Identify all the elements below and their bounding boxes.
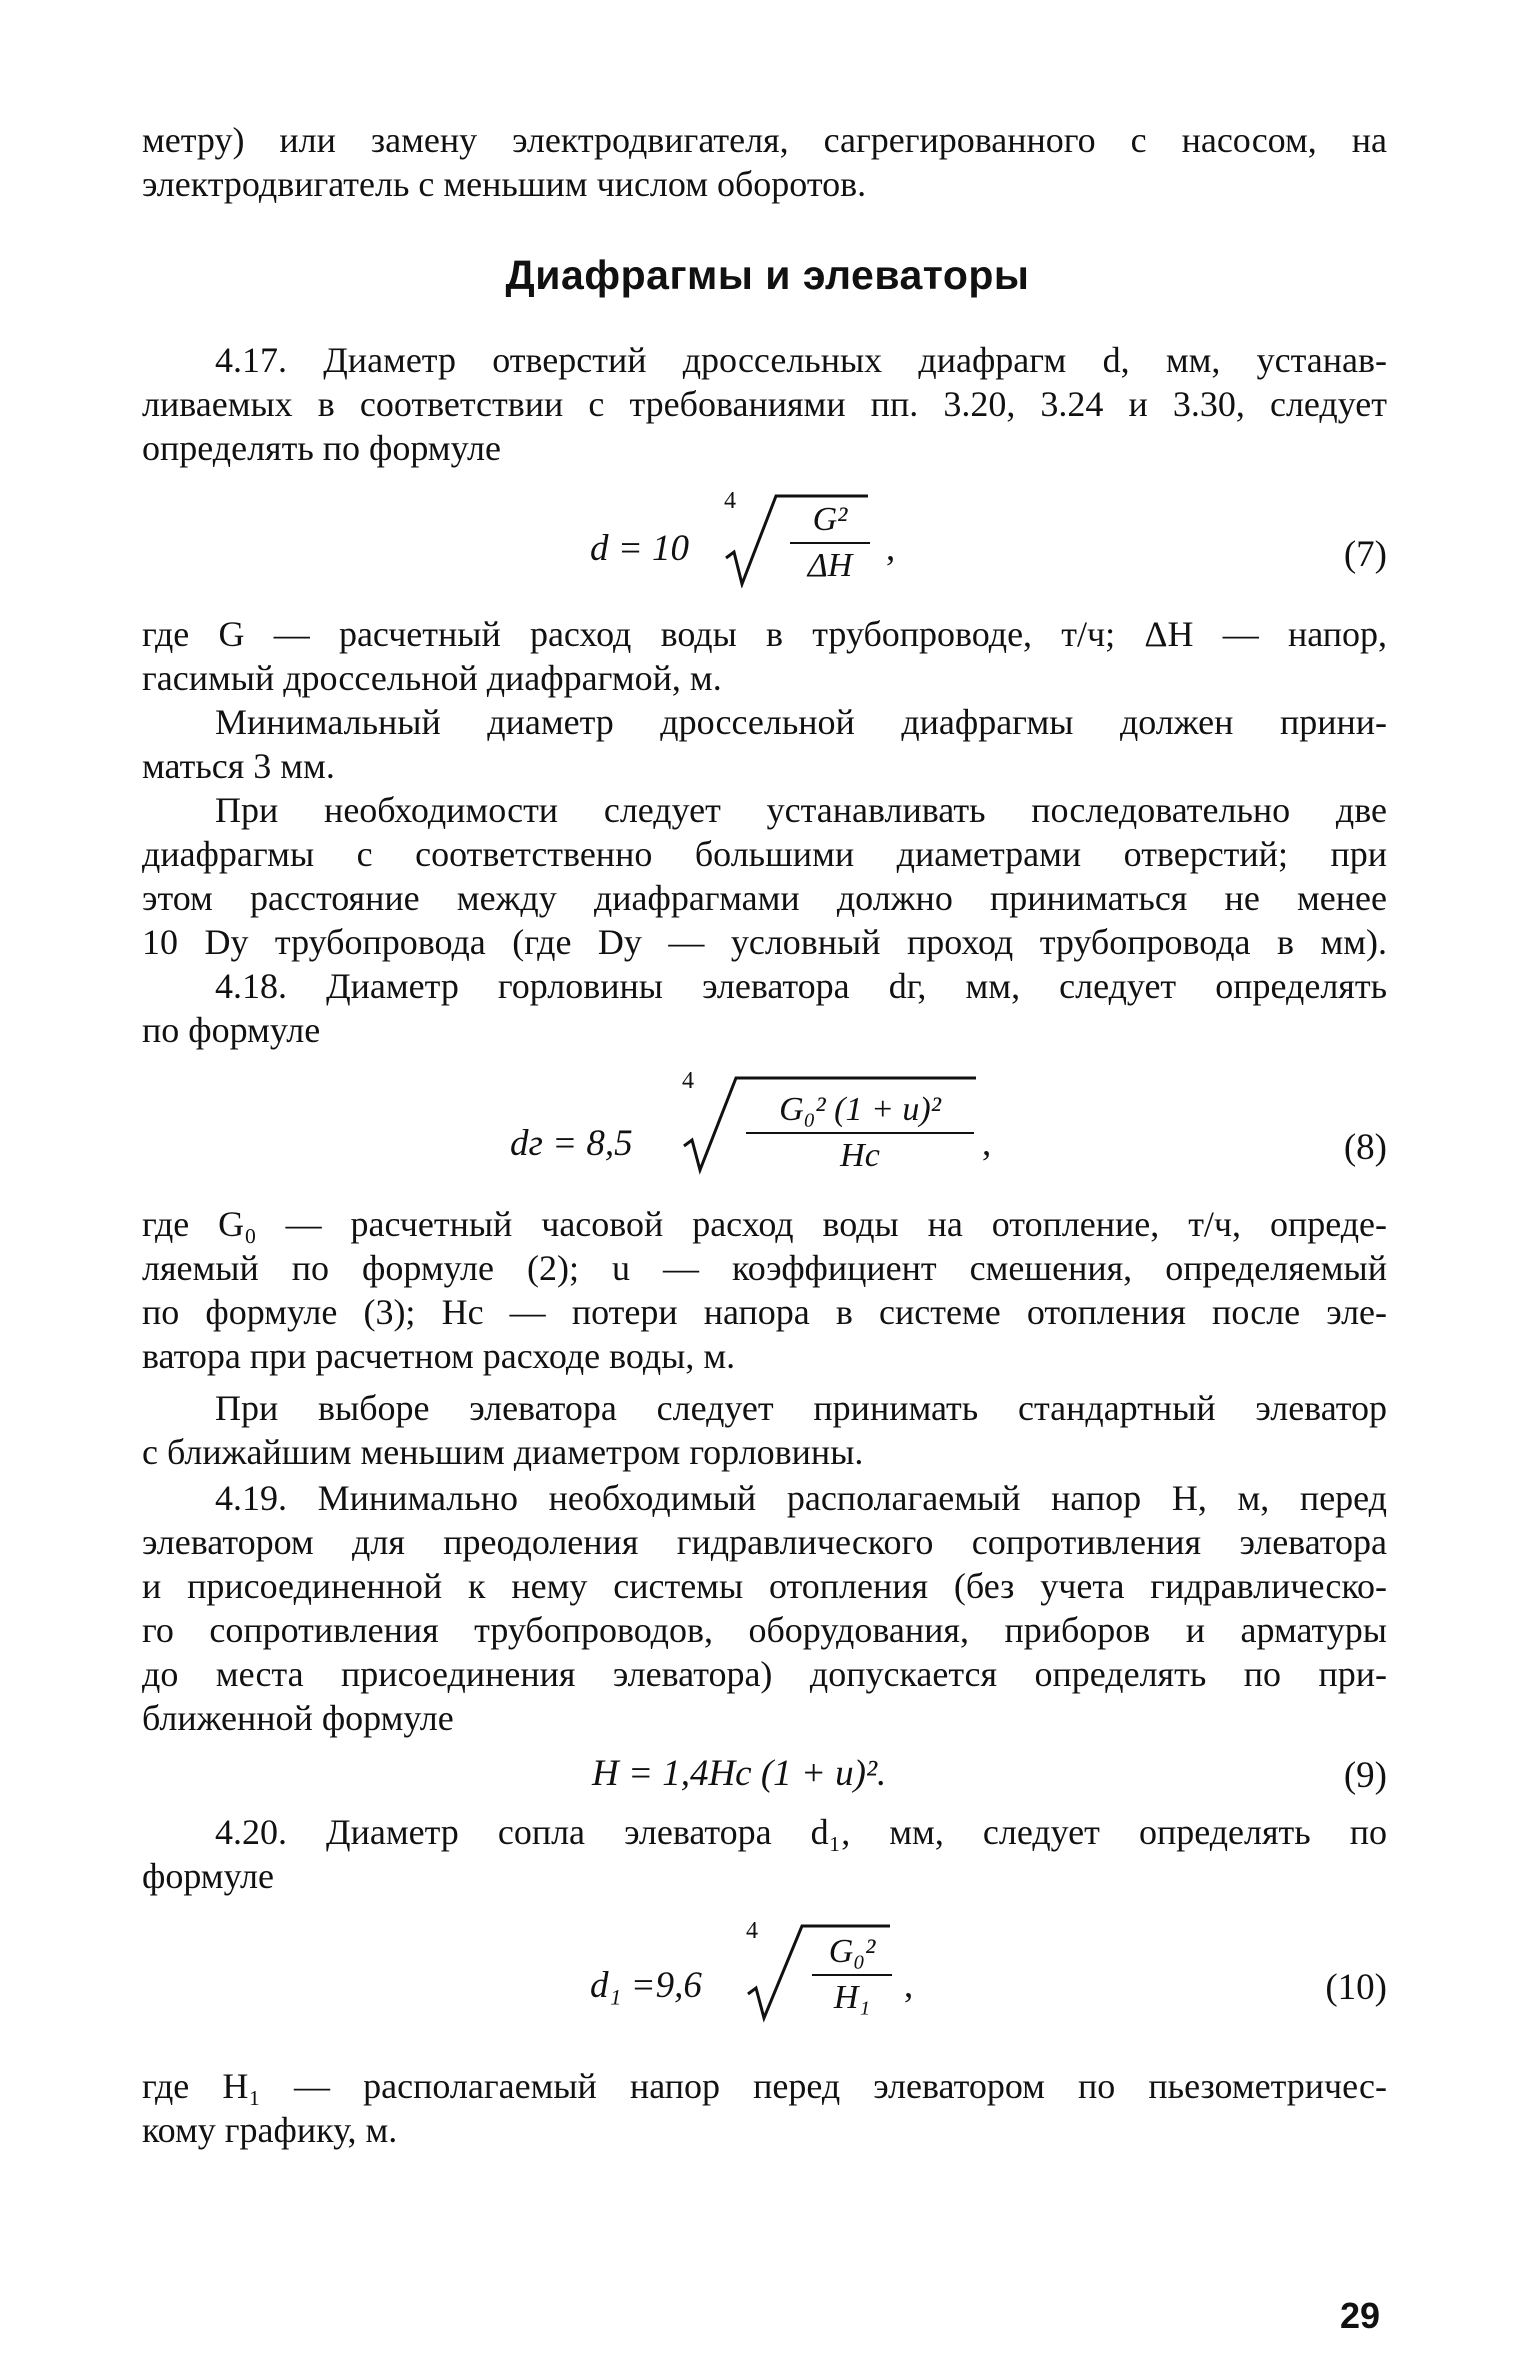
- paragraph-4-20-line: формуле: [142, 1856, 274, 1896]
- text-line: где G₀ — расчетный часовой расход воды на отопление, т/ч, опреде-: [142, 1204, 1387, 1244]
- eq7-comma: ,: [886, 528, 896, 569]
- text-line: где G — расчетный расход воды в трубопроводе, т/ч; ΔH — напор,: [142, 614, 1387, 654]
- paragraph-4-19-line: го сопротивления трубопроводов, оборудования, приборов и арматуры: [142, 1610, 1387, 1650]
- eq7-root-index: 4: [724, 488, 736, 514]
- eq7-numerator: G²: [812, 501, 848, 538]
- eq10-lhs: d₁ =9,6: [590, 1965, 702, 2006]
- eq8-comma: ,: [982, 1123, 992, 1164]
- equation-number: (8): [1343, 1127, 1387, 1168]
- eq10-root-index: 4: [746, 1918, 758, 1944]
- text-line: кому графику, м.: [142, 2110, 398, 2150]
- eq7-denominator: ΔH: [807, 547, 853, 584]
- text-line: этом расстояние между диафрагмами должно приниматься не менее: [142, 878, 1387, 918]
- paragraph-4-17-line: 4.17. Диаметр отверстий дроссельных диафрагм d, мм, устанав-: [215, 340, 1387, 380]
- paragraph-4-19-line: 4.19. Минимально необходимый располагаемый напор H, м, перед: [215, 1478, 1387, 1518]
- eq10-denominator: H₁: [833, 1979, 871, 2016]
- eq8-root-index: 4: [682, 1068, 694, 1094]
- paragraph-4-17-line: определять по формуле: [142, 428, 501, 468]
- paragraph-4-20-line: 4.20. Диаметр сопла элеватора d₁, мм, следует определять по: [215, 1812, 1387, 1852]
- equation-number: (10): [1325, 1967, 1387, 2008]
- text-line: где H₁ — располагаемый напор перед элеватором по пьезометричес-: [142, 2066, 1387, 2106]
- text-line: гасимый дроссельной диафрагмой, м.: [142, 658, 722, 698]
- text-line: электродвигатель с меньшим числом оборотов.: [142, 164, 867, 204]
- paragraph-4-18-line: по формуле: [142, 1010, 321, 1050]
- section-heading: Диафрагмы и элеваторы: [505, 252, 1030, 298]
- text-line: 10 Dy трубопровода (где Dy — условный проход трубопровода в мм).: [142, 922, 1387, 962]
- text-line: диафрагмы с соответственно большими диаметрами отверстий; при: [142, 834, 1387, 874]
- paragraph-4-19-line: ближенной формуле: [142, 1698, 454, 1738]
- equation-number: (9): [1343, 1755, 1387, 1796]
- text-line: метру) или замену электродвигателя, сагрегированного с насосом, на: [142, 120, 1387, 160]
- eq8-numerator: G₀² (1 + u)²: [779, 1091, 941, 1128]
- text-line: При необходимости следует устанавливать последовательно две: [215, 790, 1387, 830]
- eq8-lhs: dг = 8,5: [510, 1123, 633, 1164]
- text-line: по формуле (3); Hc — потери напора в системе отопления после эле-: [142, 1292, 1387, 1332]
- text-line: Минимальный диаметр дроссельной диафрагмы должен прини-: [215, 702, 1387, 742]
- eq10-numerator: G₀²: [828, 1933, 876, 1970]
- text-line: При выборе элеватора следует принимать стандартный элеватор: [215, 1388, 1387, 1428]
- page-number: 29: [1339, 2295, 1380, 2336]
- paragraph-4-19-line: до места присоединения элеватора) допускается определять по при-: [142, 1654, 1387, 1694]
- paragraph-4-17-line: ливаемых в соответствии с требованиями пп. 3.20, 3.24 и 3.30, следует: [142, 384, 1387, 424]
- text-line: ляемый по формуле (2); u — коэффициент смешения, определяемый: [142, 1248, 1387, 1288]
- paragraph-4-19-line: элеватором для преодоления гидравлического сопротивления элеватора: [142, 1522, 1387, 1562]
- equation-number: (7): [1343, 534, 1387, 575]
- text-line: с ближайшим меньшим диаметром горловины.: [142, 1432, 864, 1472]
- eq7-lhs: d = 10: [590, 528, 689, 569]
- eq8-denominator: Hc: [840, 1137, 880, 1174]
- paragraph-4-18-line: 4.18. Диаметр горловины элеватора dг, мм, следует определять: [215, 966, 1387, 1006]
- paragraph-4-19-line: и присоединенной к нему системы отопления (без учета гидравлическо-: [142, 1566, 1387, 1606]
- text-line: ватора при расчетном расходе воды, м.: [142, 1336, 736, 1376]
- eq9-text: H = 1,4Hc (1 + u)².: [592, 1753, 887, 1794]
- eq10-comma: ,: [904, 1965, 914, 2006]
- text-line: маться 3 мм.: [142, 746, 335, 786]
